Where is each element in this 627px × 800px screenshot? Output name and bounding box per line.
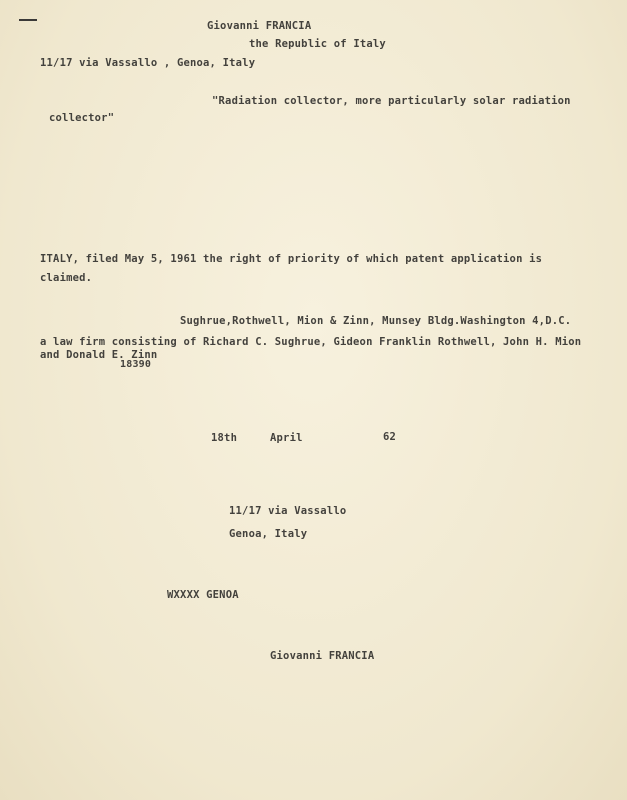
attorney-line: Sughrue,Rothwell, Mion & Zinn, Munsey Bldg.Washington 4,D.C.	[180, 315, 572, 327]
corner-dash-mark	[19, 19, 37, 21]
residence-city: Genoa, Italy	[229, 528, 308, 540]
priority-claim-line-1: ITALY, filed May 5, 1961 the right of priority of which patent application is	[40, 253, 543, 265]
inventor-name: Giovanni FRANCIA	[207, 20, 312, 32]
residence-street: 11/17 via Vassallo	[229, 505, 347, 517]
signature-name: Giovanni FRANCIA	[270, 650, 375, 662]
citizenship: the Republic of Italy	[249, 38, 386, 50]
date-year: 62	[383, 431, 397, 443]
date-month: April	[270, 432, 303, 444]
invention-title-line-1: "Radiation collector, more particularly solar radiation	[212, 95, 571, 107]
invention-title-line-2: collector"	[49, 112, 115, 124]
law-firm-line-2: and Donald E. Zinn	[40, 349, 158, 361]
law-firm-line-1: a law firm consisting of Richard C. Sughrue, Gideon Franklin Rothwell, John H. Mion	[40, 336, 582, 348]
reference-number: 18390	[120, 359, 152, 370]
post-office-address: WXXXX GENOA	[167, 589, 239, 601]
address-line: 11/17 via Vassallo , Genoa, Italy	[40, 57, 256, 69]
date-day: 18th	[211, 432, 238, 444]
priority-claim-line-2: claimed.	[40, 272, 93, 284]
